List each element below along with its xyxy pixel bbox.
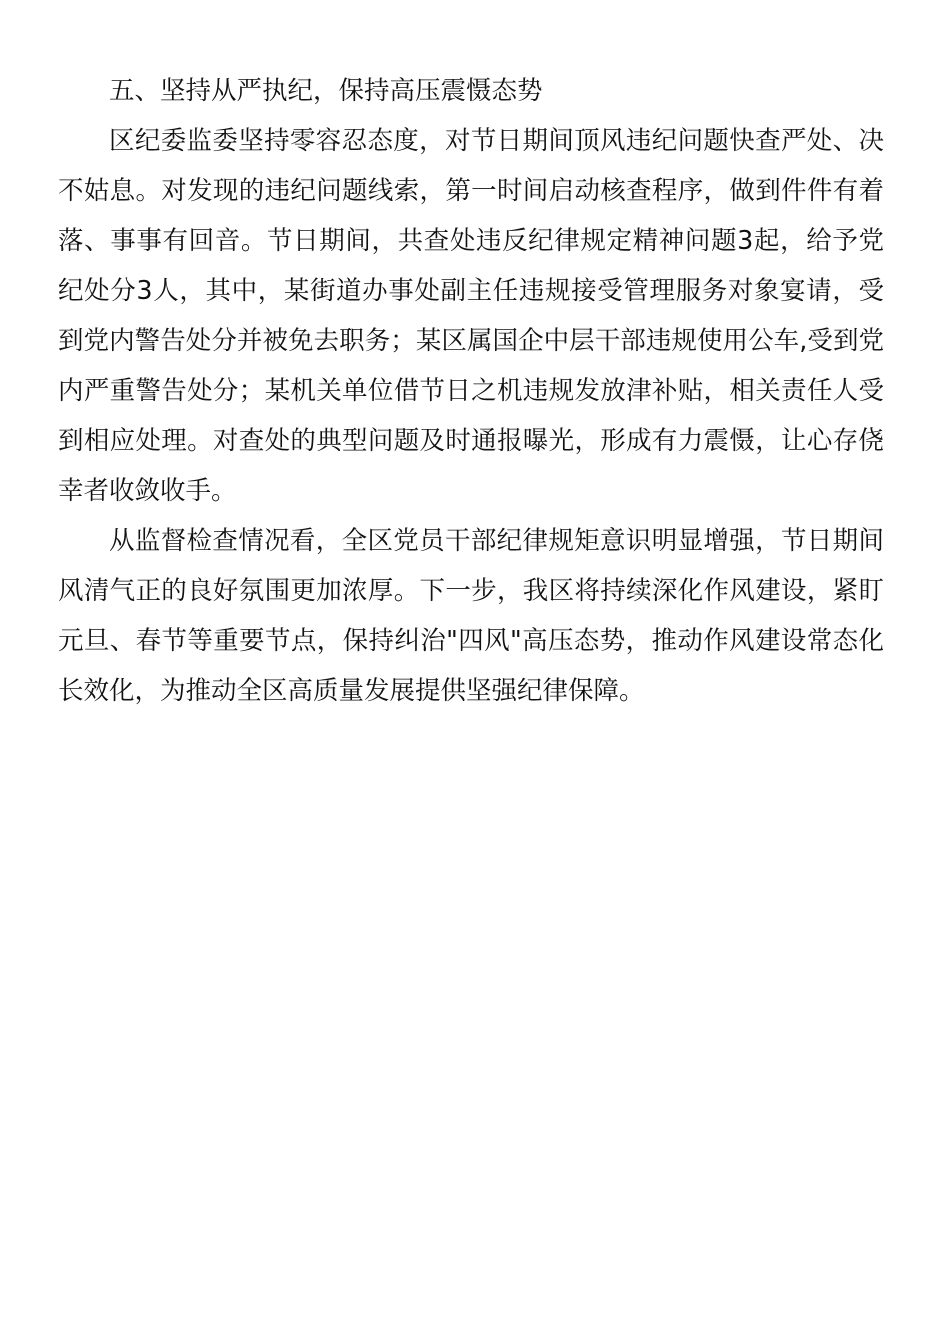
document-page (58, 66, 884, 716)
section-heading: 五、坚持从严执纪，保持高压震慑态势 (109, 76, 543, 106)
paragraph-discipline-enforcement: 区纪委监委坚持零容忍态度，对节日期间顶风违纪问题快查严处、决不姑息。对发现的违纪问题线索，第一时间启动核查程序，做到件件有着落、事事有回音。节日期间，共查处违反纪律规定精神问题3起，给予党纪处分3人，其中，某街道办事处副主任违规接受管理服务对象宴请，受到党内警告处分并被免去职务；某区属国企中层干部违规使用公车,受到党内严重警告处分；某机关单位借节日之机违规发放津补贴，相关责任人受到相应处理。对查处的典型问题及时通报曝光，形成有力震慑，让心存侥幸者收敛收手。 (58, 126, 884, 506)
paragraph-summary-next-steps: 从监督检查情况看，全区党员干部纪律规矩意识明显增强，节日期间风清气正的良好氛围更加浓厚。下一步，我区将持续深化作风建设，紧盯元旦、春节等重要节点，保持纠治"四风"高压态势，推动作风建设常态化长效化，为推动全区高质量发展提供坚强纪律保障。 (58, 526, 884, 706)
